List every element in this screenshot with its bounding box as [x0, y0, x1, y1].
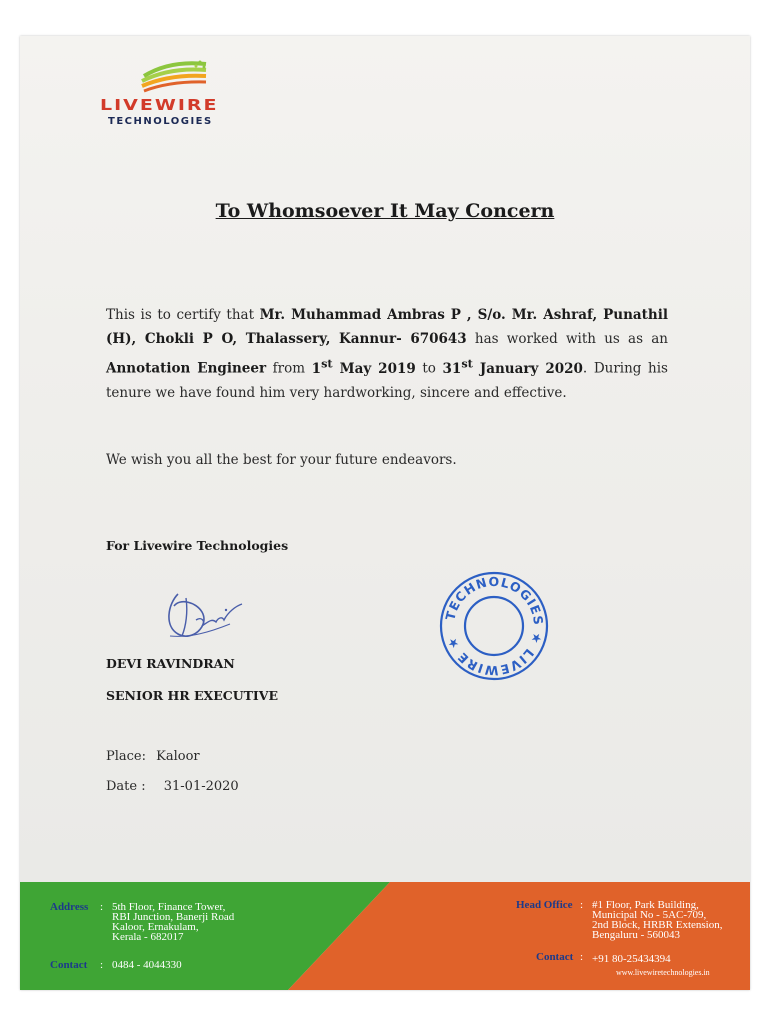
worked-text: has worked with us as an [466, 331, 668, 347]
to-text: to [415, 360, 443, 377]
ho-contact-colon: : [580, 951, 584, 963]
signature-image [150, 576, 250, 646]
start-date: 1st May 2019 [311, 356, 416, 377]
ho-contact-label: Contact [536, 951, 574, 963]
signatory-title: SENIOR HR EXECUTIVE [106, 688, 278, 703]
contact-value: 0484 - 4044330 [112, 959, 182, 971]
logo-name: LIVEWIRE [100, 96, 219, 114]
address-colon: : [100, 901, 104, 913]
contact-label: Contact [50, 959, 88, 971]
person-details: Mr. Muhammad Ambras P , S/o. Mr. Ashraf, Punathil (H), Chokli P O, Thalassery, Kannur- 670643 [106, 307, 668, 347]
head-office-colon: : [580, 899, 584, 911]
date-row [106, 779, 239, 794]
certificate-page [20, 36, 750, 990]
head-office-label: Head Office [516, 899, 573, 911]
contact-colon: : [100, 959, 104, 971]
for-company-label: For Livewire Technologies [106, 538, 289, 553]
from-text: from [266, 360, 312, 377]
place-row [106, 749, 200, 764]
letterhead-footer [20, 882, 750, 990]
place-value: Kaloor [156, 749, 200, 764]
end-date: 31st January 2020 [442, 356, 583, 377]
tenure-text: . During his tenure we have found him very hardworking, sincere and effective. [106, 360, 668, 401]
head-office-lines: #1 Floor, Park Building, Municipal No - 5AC-709, 2nd Block, HRBR Extension, Bengaluru - 560043 [592, 899, 723, 941]
certificate-paragraph [106, 303, 668, 405]
signatory-name: DEVI RAVINDRAN [106, 656, 235, 671]
place-label: Place: [106, 749, 147, 764]
address-lines: 5th Floor, Finance Tower, RBI Junction, Banerji Road Kaloor, Ernakulam, Kerala - 682017 [112, 901, 235, 943]
role-name: Annotation Engineer [106, 360, 267, 377]
date-label: Date : [106, 779, 146, 794]
date-value: 31-01-2020 [163, 779, 239, 794]
logo-stripes-icon [140, 58, 210, 94]
svg-text:TECHNOLOGIES ★ LIVEWIRE ★: TECHNOLOGIES ★ LIVEWIRE ★ [442, 573, 547, 679]
company-logo [100, 58, 250, 128]
document-title: To Whomsoever It May Concern [215, 200, 555, 222]
intro-text: This is to certify that [106, 307, 260, 323]
ho-contact-value: +91 80-25434394 [592, 953, 671, 965]
address-label: Address [50, 901, 89, 913]
wishes-paragraph: We wish you all the best for your future endeavors. [106, 452, 457, 468]
company-seal [438, 570, 550, 682]
website-text: www.livewiretechnologies.in [616, 968, 710, 977]
logo-subtitle: TECHNOLOGIES [108, 116, 213, 127]
